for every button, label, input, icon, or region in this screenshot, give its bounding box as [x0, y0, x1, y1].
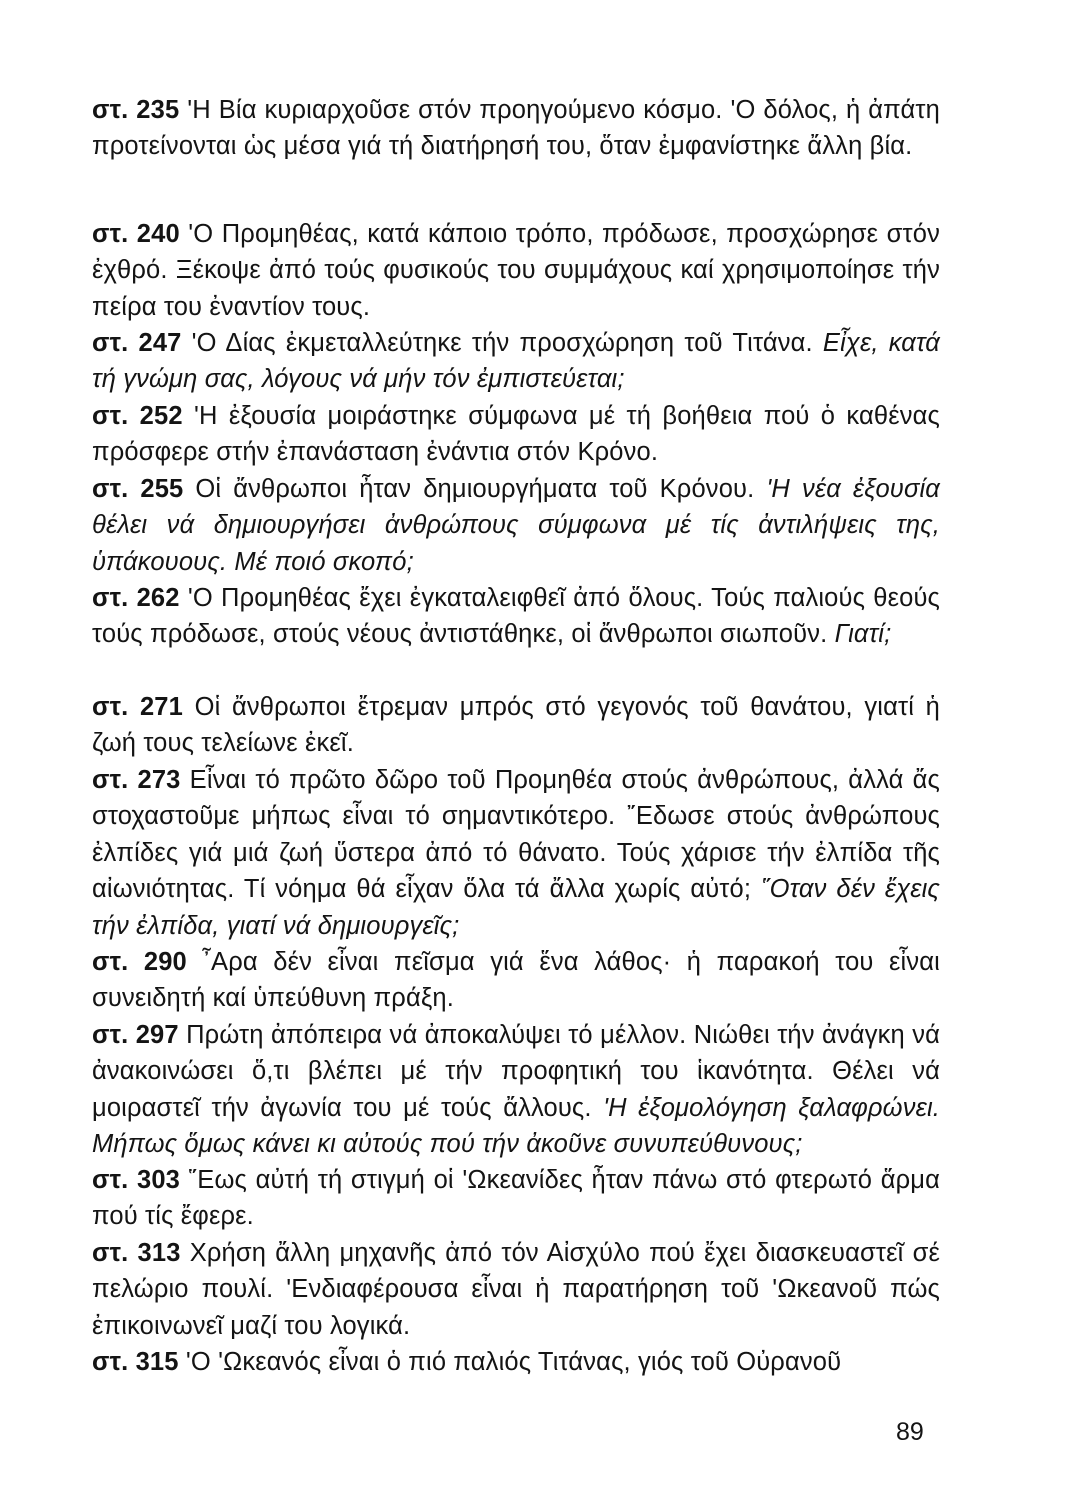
entry-question: ῞Οταν δέν ἔχεις τήν ἐλπίδα, γιατί νά δημιουργεῖς;: [92, 875, 940, 940]
line-reference: στ. 290: [92, 948, 187, 976]
commentary-entry-273: [92, 762, 940, 944]
entry-text: Οἱ ἄνθρωποι ἦταν δημιουργήματα τοῦ Κρόνου.: [195, 475, 755, 503]
line-reference: στ. 303: [92, 1166, 180, 1194]
line-reference: στ. 313: [92, 1239, 181, 1267]
line-reference: στ. 252: [92, 402, 183, 430]
commentary-entry-252: [92, 398, 940, 471]
commentary-entry-247: [92, 325, 940, 398]
entry-text: Οἱ ἄνθρωποι ἔτρεμαν μπρός στό γεγονός τοῦ θανάτου, γιατί ἡ ζωή τους τελείωνε ἐκεῖ.: [92, 693, 940, 758]
entry-text: Πρώτη ἀπόπειρα νά ἀποκαλύψει τό μέλλον. Νιώθει τήν ἀνάγκη νά ἀνακοινώσει ὅ,τι βλέπει μέ τήν προφητική του ἱκανότητα. Θέλει νά μοιραστεῖ τήν ἀγωνία του μέ τούς ἄλλους.: [92, 1021, 940, 1122]
entry-text: Χρήση ἄλλη μηχανῆς ἀπό τόν Αἰσχύλο πού ἔχει διασκευαστεῖ σέ πελώριο πουλί. 'Ενδιαφέρουσα εἶναι ἡ παρατήρηση τοῦ 'Ωκεανοῦ πώς ἐπικοινωνεῖ μαζί του λογικά.: [92, 1239, 940, 1340]
commentary-entry-290: [92, 944, 940, 1017]
line-reference: στ. 255: [92, 475, 184, 503]
commentary-entry-315: [92, 1344, 940, 1380]
line-reference: στ. 273: [92, 766, 181, 794]
entry-text: ῞Εως αὐτή τή στιγμή οἱ 'Ωκεανίδες ἦταν πάνω στό φτερωτό ἅρμα πού τίς ἔφερε.: [92, 1166, 940, 1231]
commentary-entry-303: [92, 1162, 940, 1235]
line-reference: στ. 240: [92, 220, 180, 248]
commentary-entry-235: [92, 92, 940, 165]
line-reference: στ. 297: [92, 1021, 179, 1049]
entry-text: 'Ο 'Ωκεανός εἶναι ὁ πιό παλιός Τιτάνας, γιός τοῦ Οὐρανοῦ: [185, 1348, 842, 1376]
commentary-entry-297: [92, 1017, 940, 1163]
line-reference: στ. 247: [92, 329, 182, 357]
entry-question: Εἶχε, κατά τή γνώμη σας, λόγους νά μήν τόν ἐμπιστεύεται;: [92, 329, 941, 394]
entry-question: 'Η νέα ἐξουσία θέλει νά δημιουργήσει ἀνθρώπους σύμφωνα μέ τίς ἀντιλήψεις της, ὑπάκουους. Μέ ποιό σκοπό;: [92, 475, 940, 576]
entry-text: ῏Αρα δέν εἶναι πεῖσμα γιά ἕνα λάθος· ἡ παρακοή του εἶναι συνειδητή καί ὑπεύθυνη πράξη.: [92, 948, 940, 1013]
commentary-entry-240: [92, 216, 940, 325]
page-number: 89: [896, 1418, 924, 1446]
entry-text: 'Η Βία κυριαρχοῦσε στόν προηγούμενο κόσμο. 'Ο δόλος, ἡ ἀπάτη προτείνονται ὡς μέσα γιά τή διατήρησή του, ὅταν ἐμφανίστηκε ἄλλη βία.: [92, 96, 940, 161]
entry-text: 'Ο Δίας ἐκμεταλλεύτηκε τήν προσχώρηση τοῦ Τιτάνα.: [191, 329, 813, 357]
commentary-entry-262: [92, 580, 940, 653]
line-reference: στ. 315: [92, 1348, 179, 1376]
line-reference: στ. 262: [92, 584, 180, 612]
entry-question: Γιατί;: [834, 620, 892, 649]
entry-text: 'Ο Προμηθέας ἔχει ἐγκαταλειφθεῖ ἀπό ὅλους. Τούς παλιούς θεούς τούς πρόδωσε, στούς νέους ἀντιστάθηκε, οἱ ἄνθρωποι σιωποῦν.: [92, 584, 940, 649]
line-reference: στ. 235: [92, 96, 180, 124]
commentary-entry-313: [92, 1235, 940, 1344]
commentary-entry-255: [92, 471, 940, 580]
line-reference: στ. 271: [92, 693, 183, 721]
entry-text: 'Η ἐξουσία μοιράστηκε σύμφωνα μέ τή βοήθεια πού ὁ καθένας πρόσφερε στήν ἐπανάσταση ἐνάντια στόν Κρόνο.: [92, 402, 940, 467]
entry-text: 'Ο Προμηθέας, κατά κάποιο τρόπο, πρόδωσε, προσχώρησε στόν ἐχθρό. Ξέκοψε ἀπό τούς φυσικούς του συμμάχους καί χρησιμοποίησε τήν πείρα του ἐναντίον τους.: [92, 220, 940, 321]
entry-text: Εἶναι τό πρῶτο δῶρο τοῦ Προμηθέα στούς ἀνθρώπους, ἀλλά ἄς στοχαστοῦμε μήπως εἶναι τό σημαντικότερο. ῎Εδωσε στούς ἀνθρώπους ἐλπίδες γιά μιά ζωή ὕστερα ἀπό τό θάνατο. Τούς χάρισε τήν ἐλπίδα τῆς αἰωνιότητας. Τί νόημα θά εἶχαν ὅλα τά ἄλλα χωρίς αὐτό;: [92, 766, 940, 904]
entry-question: 'Η ἐξομολόγηση ξαλαφρώνει. Μήπως ὅμως κάνει κι αὐτούς πού τήν ἀκοῦνε συνυπεύθυνους;: [92, 1093, 941, 1159]
commentary-entry-271: [92, 689, 940, 762]
